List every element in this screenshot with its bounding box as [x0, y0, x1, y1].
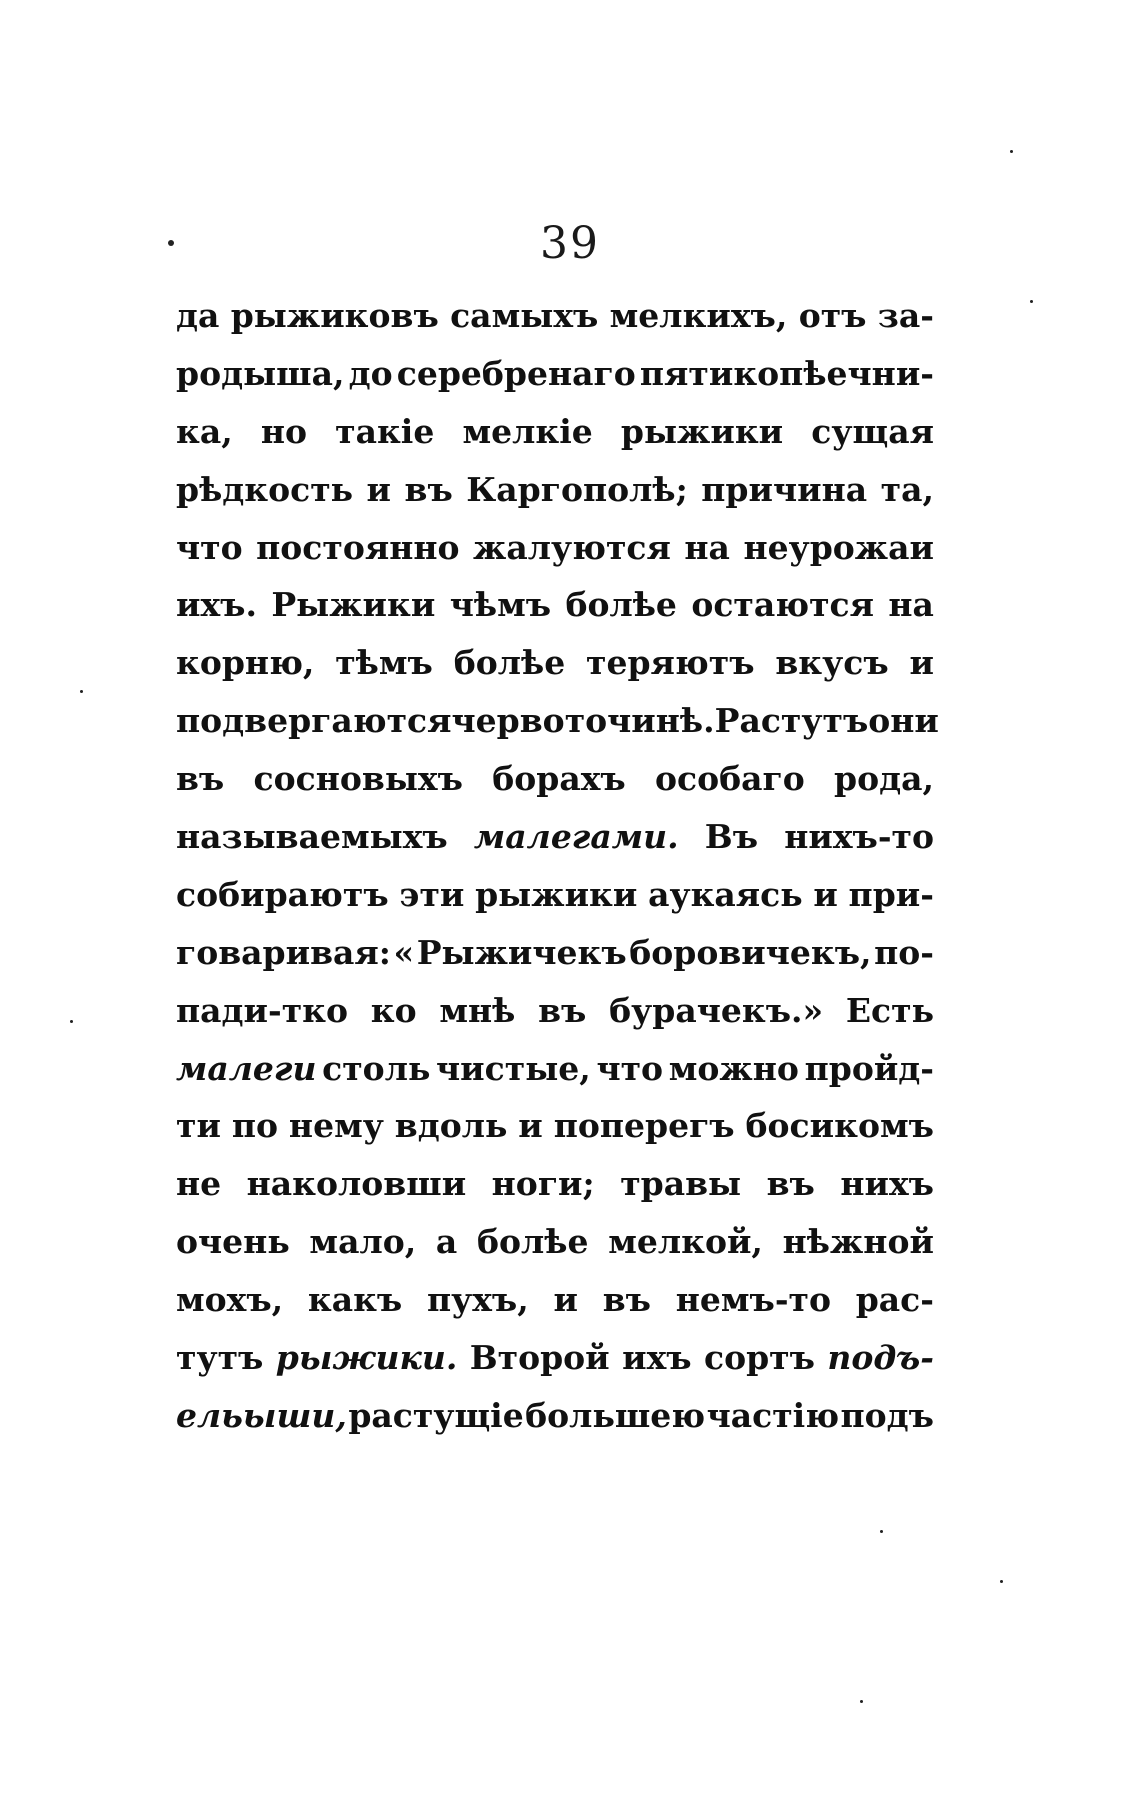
word: Рыжичекъ [416, 932, 627, 972]
word: по- [874, 932, 934, 972]
word: ихъ [622, 1338, 692, 1378]
word: остаются [691, 585, 875, 625]
word: наколовши [246, 1164, 467, 1204]
word: называемыхъ [176, 817, 448, 857]
word: да [176, 296, 220, 335]
word: « [393, 932, 415, 972]
text-line [176, 1106, 934, 1164]
word: болѣе [477, 1222, 589, 1262]
text-line [176, 817, 934, 875]
word: въ [602, 1280, 651, 1320]
word: подъ- [827, 1338, 934, 1378]
text-line [176, 1164, 934, 1222]
word: рѣдкость [176, 469, 354, 509]
word: нѣжной [782, 1222, 934, 1262]
word: пади-тко [176, 990, 348, 1030]
word: Второй [469, 1338, 610, 1378]
word: столь [322, 1048, 431, 1088]
text-line [176, 1396, 934, 1454]
text-line [176, 759, 934, 817]
print-speck [168, 240, 174, 246]
word: при- [848, 874, 934, 914]
word: и [366, 469, 392, 509]
word: говаривая: [176, 932, 391, 972]
word: боровичекъ, [629, 932, 872, 972]
word: борахъ [492, 759, 626, 799]
text-line [176, 875, 934, 933]
word: Растутъ [714, 701, 869, 741]
word: на [684, 527, 730, 567]
word: Въ [704, 817, 759, 857]
word: и [518, 1106, 543, 1146]
word: мохъ, [176, 1280, 284, 1320]
word: сортъ [703, 1338, 815, 1378]
word: чѣмъ [449, 585, 552, 625]
word: подъ [840, 1395, 934, 1435]
word: что [596, 1048, 664, 1088]
text-line [176, 1222, 934, 1280]
print-speck [70, 1020, 73, 1023]
word: эти [399, 874, 465, 914]
text-line [176, 991, 934, 1049]
text-line [176, 528, 934, 586]
word: рыжики. [275, 1338, 458, 1378]
print-speck [860, 1700, 863, 1703]
word: отъ [798, 296, 867, 335]
word: подвергаются [176, 701, 452, 741]
word: тутъ [176, 1338, 264, 1378]
word: аукаясь [648, 874, 803, 914]
word: растущіе [348, 1395, 524, 1435]
word: причина [701, 469, 868, 509]
word: рас- [855, 1280, 934, 1320]
word: постоянно [256, 527, 460, 567]
text-line [176, 354, 934, 412]
word: мнѣ [439, 990, 516, 1030]
text-line [176, 1338, 934, 1396]
word: пухъ, [426, 1280, 529, 1320]
word: частію [706, 1395, 840, 1435]
text-line [176, 1049, 934, 1107]
word: ельыши, [176, 1395, 347, 1435]
word: Есть [845, 990, 934, 1030]
word: корню, [176, 643, 315, 683]
word: сущая [811, 411, 934, 451]
word: особаго [654, 759, 805, 799]
word: поперегъ [553, 1106, 735, 1146]
text-line [176, 933, 934, 991]
word: въ [176, 759, 225, 799]
word: и [553, 1280, 578, 1320]
word: травы [620, 1164, 742, 1204]
print-speck [1010, 150, 1013, 153]
word: серебренаго [396, 353, 636, 393]
word: мелкой, [608, 1222, 763, 1262]
word: ти [176, 1106, 221, 1146]
word: пройд- [804, 1048, 934, 1088]
word: мелкіе [462, 411, 593, 451]
word: болѣе [565, 585, 677, 625]
word: бурачекъ.» [609, 990, 824, 1030]
word: какъ [307, 1280, 403, 1320]
word: ихъ. [176, 585, 257, 625]
text-line [176, 585, 934, 643]
word: на [888, 585, 934, 625]
word: родыша, [176, 353, 345, 393]
text-line [176, 412, 934, 470]
word: болѣе [453, 643, 566, 683]
word: въ [404, 469, 453, 509]
word: теряютъ [586, 643, 755, 683]
word: рыжики [475, 874, 638, 914]
print-speck [80, 690, 83, 693]
word: чистые, [436, 1048, 591, 1088]
body-text [176, 296, 939, 1454]
word: очень [176, 1222, 290, 1262]
word: рыжики [620, 411, 784, 451]
word: но [260, 411, 307, 451]
word: и [909, 643, 934, 683]
page-number: 39 [540, 218, 600, 269]
word: а [435, 1222, 458, 1262]
text-line [176, 643, 934, 701]
word: босикомъ [745, 1106, 934, 1146]
word: вдоль [394, 1106, 508, 1146]
word: за- [877, 296, 934, 335]
word: собираютъ [176, 874, 389, 914]
word: пятикопѣечни- [639, 353, 934, 393]
word: мало, [309, 1222, 417, 1262]
print-speck [880, 1530, 883, 1533]
word: неурожаи [743, 527, 934, 567]
word: нему [288, 1106, 384, 1146]
word: немъ-то [675, 1280, 831, 1320]
word: самыхъ [450, 296, 599, 335]
word: можно [668, 1048, 799, 1088]
word: въ [766, 1164, 815, 1204]
text-line [176, 470, 934, 528]
word: вкусъ [775, 643, 889, 683]
word: малегами. [473, 817, 679, 857]
word: та, [880, 469, 934, 509]
word: ко [370, 990, 417, 1030]
word: рыжиковъ [230, 296, 439, 335]
word: ноги; [491, 1164, 595, 1204]
word: что [176, 527, 243, 567]
word: до [348, 353, 393, 393]
word: жалуются [473, 527, 671, 567]
word: ка, [176, 411, 233, 451]
print-speck [1030, 300, 1033, 303]
word: сосновыхъ [253, 759, 463, 799]
word: по [231, 1106, 279, 1146]
word: тѣмъ [335, 643, 433, 683]
word: и [813, 874, 838, 914]
word: нихъ [840, 1164, 934, 1204]
word: Рыжики [271, 585, 436, 625]
text-line [176, 296, 934, 354]
word: не [176, 1164, 222, 1204]
word: большею [525, 1395, 706, 1435]
word: они [868, 701, 939, 741]
word: нихъ-то [784, 817, 934, 857]
print-speck [1000, 1580, 1003, 1583]
word: мелкихъ, [609, 296, 788, 335]
word: такіе [335, 411, 435, 451]
word: червоточинѣ. [451, 701, 715, 741]
text-line [176, 1280, 934, 1338]
word: Каргополѣ; [466, 469, 688, 509]
word: въ [538, 990, 587, 1030]
word: рода, [834, 759, 934, 799]
word: малеги [176, 1048, 317, 1088]
text-line [176, 701, 939, 759]
